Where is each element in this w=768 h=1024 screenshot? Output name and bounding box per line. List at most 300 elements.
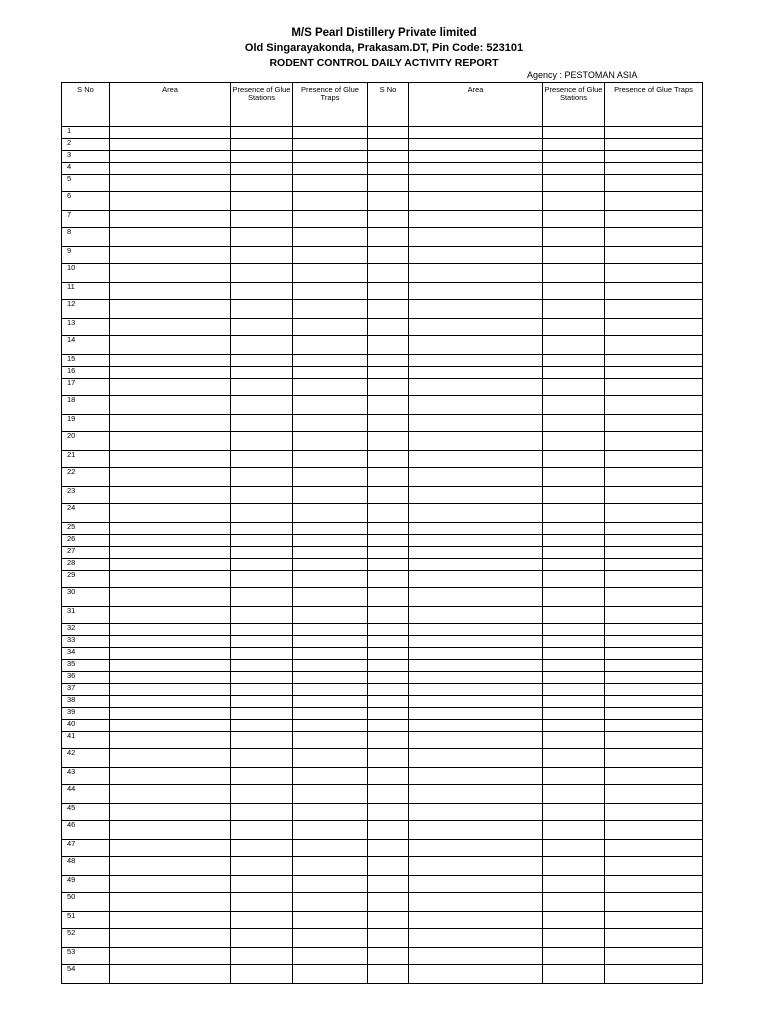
table-cell[interactable] [293,415,368,432]
table-cell[interactable] [293,504,368,523]
table-cell[interactable] [409,379,543,396]
table-cell[interactable] [368,672,409,684]
table-cell[interactable] [368,451,409,468]
table-cell[interactable] [368,684,409,696]
table-cell[interactable] [293,379,368,396]
table-cell[interactable] [409,684,543,696]
table-cell[interactable] [231,432,293,451]
table-cell[interactable] [293,127,368,139]
table-cell[interactable] [605,588,703,607]
table-cell[interactable] [110,876,231,893]
table-cell[interactable] [368,559,409,571]
table-cell[interactable] [368,504,409,523]
table-cell[interactable] [110,211,231,228]
table-cell[interactable] [110,672,231,684]
table-cell[interactable] [293,732,368,749]
table-cell[interactable] [231,228,293,247]
table-cell[interactable] [409,432,543,451]
table-cell[interactable] [231,720,293,732]
table-cell[interactable] [293,929,368,948]
table-cell[interactable] [368,732,409,749]
table-cell[interactable] [605,636,703,648]
table-cell[interactable] [231,857,293,876]
table-cell[interactable] [543,355,605,367]
table-cell[interactable] [231,648,293,660]
table-cell[interactable] [231,336,293,355]
table-cell[interactable] [293,768,368,785]
table-cell[interactable] [605,648,703,660]
table-cell[interactable] [409,355,543,367]
table-cell[interactable] [293,192,368,211]
table-cell[interactable] [543,151,605,163]
table-cell[interactable] [231,607,293,624]
table-cell[interactable] [543,367,605,379]
table-cell[interactable] [231,684,293,696]
table-cell[interactable] [110,396,231,415]
table-cell[interactable] [231,367,293,379]
table-cell[interactable] [231,468,293,487]
table-cell[interactable] [368,468,409,487]
table-cell[interactable] [409,624,543,636]
table-cell[interactable] [543,192,605,211]
table-cell[interactable] [409,840,543,857]
table-cell[interactable] [605,247,703,264]
table-cell[interactable] [231,785,293,804]
table-cell[interactable] [231,636,293,648]
table-cell[interactable] [543,607,605,624]
table-cell[interactable] [605,948,703,965]
table-cell[interactable] [409,708,543,720]
table-cell[interactable] [110,588,231,607]
table-cell[interactable] [543,432,605,451]
table-cell[interactable] [293,547,368,559]
table-cell[interactable] [231,624,293,636]
table-cell[interactable] [110,732,231,749]
table-cell[interactable] [368,432,409,451]
table-cell[interactable] [293,432,368,451]
table-cell[interactable] [409,283,543,300]
table-cell[interactable] [409,175,543,192]
table-cell[interactable] [231,840,293,857]
table-cell[interactable] [409,893,543,912]
table-cell[interactable] [110,857,231,876]
table-cell[interactable] [293,857,368,876]
table-cell[interactable] [293,487,368,504]
table-cell[interactable] [368,139,409,151]
table-cell[interactable] [231,708,293,720]
table-cell[interactable] [368,857,409,876]
table-cell[interactable] [409,319,543,336]
table-cell[interactable] [605,151,703,163]
table-cell[interactable] [543,571,605,588]
table-cell[interactable] [231,912,293,929]
table-cell[interactable] [605,379,703,396]
table-cell[interactable] [110,840,231,857]
table-cell[interactable] [543,535,605,547]
table-cell[interactable] [293,672,368,684]
table-cell[interactable] [605,523,703,535]
table-cell[interactable] [543,684,605,696]
table-cell[interactable] [293,228,368,247]
table-cell[interactable] [231,139,293,151]
table-cell[interactable] [110,804,231,821]
table-cell[interactable] [409,804,543,821]
table-cell[interactable] [543,175,605,192]
table-cell[interactable] [110,367,231,379]
table-cell[interactable] [605,396,703,415]
table-cell[interactable] [543,876,605,893]
table-cell[interactable] [293,893,368,912]
table-cell[interactable] [231,571,293,588]
table-cell[interactable] [543,139,605,151]
table-cell[interactable] [409,396,543,415]
table-cell[interactable] [543,523,605,535]
table-cell[interactable] [231,355,293,367]
table-cell[interactable] [293,636,368,648]
table-cell[interactable] [231,396,293,415]
table-cell[interactable] [231,893,293,912]
table-cell[interactable] [605,785,703,804]
table-cell[interactable] [543,211,605,228]
table-cell[interactable] [293,523,368,535]
table-cell[interactable] [543,732,605,749]
table-cell[interactable] [368,163,409,175]
table-cell[interactable] [110,912,231,929]
table-cell[interactable] [409,504,543,523]
table-cell[interactable] [409,768,543,785]
table-cell[interactable] [368,768,409,785]
table-cell[interactable] [543,504,605,523]
table-cell[interactable] [605,857,703,876]
table-cell[interactable] [231,264,293,283]
table-cell[interactable] [293,588,368,607]
table-cell[interactable] [231,588,293,607]
table-cell[interactable] [543,547,605,559]
table-cell[interactable] [110,355,231,367]
table-cell[interactable] [605,127,703,139]
table-cell[interactable] [605,487,703,504]
table-cell[interactable] [409,523,543,535]
table-cell[interactable] [368,415,409,432]
table-cell[interactable] [543,487,605,504]
table-cell[interactable] [543,696,605,708]
table-cell[interactable] [110,336,231,355]
table-cell[interactable] [110,768,231,785]
table-cell[interactable] [231,487,293,504]
table-cell[interactable] [368,624,409,636]
table-cell[interactable] [110,929,231,948]
table-cell[interactable] [110,720,231,732]
table-cell[interactable] [543,247,605,264]
table-cell[interactable] [605,228,703,247]
table-cell[interactable] [543,660,605,672]
table-cell[interactable] [110,660,231,672]
table-cell[interactable] [543,468,605,487]
table-cell[interactable] [293,247,368,264]
table-cell[interactable] [231,283,293,300]
table-cell[interactable] [605,821,703,840]
table-cell[interactable] [543,720,605,732]
table-cell[interactable] [543,672,605,684]
table-cell[interactable] [293,300,368,319]
table-cell[interactable] [409,965,543,984]
table-cell[interactable] [543,749,605,768]
table-cell[interactable] [409,163,543,175]
table-cell[interactable] [409,247,543,264]
table-cell[interactable] [110,785,231,804]
table-cell[interactable] [605,367,703,379]
table-cell[interactable] [368,588,409,607]
table-cell[interactable] [231,211,293,228]
table-cell[interactable] [231,749,293,768]
table-cell[interactable] [409,264,543,283]
table-cell[interactable] [293,396,368,415]
table-cell[interactable] [605,264,703,283]
table-cell[interactable] [409,876,543,893]
table-cell[interactable] [110,559,231,571]
table-cell[interactable] [231,547,293,559]
table-cell[interactable] [110,175,231,192]
table-cell[interactable] [543,588,605,607]
table-cell[interactable] [605,893,703,912]
table-cell[interactable] [293,559,368,571]
table-cell[interactable] [293,648,368,660]
table-cell[interactable] [231,535,293,547]
table-cell[interactable] [110,300,231,319]
table-cell[interactable] [293,912,368,929]
table-cell[interactable] [293,749,368,768]
table-cell[interactable] [231,821,293,840]
table-cell[interactable] [293,624,368,636]
table-cell[interactable] [605,965,703,984]
table-cell[interactable] [110,504,231,523]
table-cell[interactable] [231,192,293,211]
table-cell[interactable] [409,732,543,749]
table-cell[interactable] [231,660,293,672]
table-cell[interactable] [543,821,605,840]
table-cell[interactable] [368,821,409,840]
table-cell[interactable] [368,523,409,535]
table-cell[interactable] [409,588,543,607]
table-cell[interactable] [293,660,368,672]
table-cell[interactable] [110,228,231,247]
table-cell[interactable] [231,151,293,163]
table-cell[interactable] [543,768,605,785]
table-cell[interactable] [605,571,703,588]
table-cell[interactable] [231,379,293,396]
table-cell[interactable] [409,415,543,432]
table-cell[interactable] [110,192,231,211]
table-cell[interactable] [293,264,368,283]
table-cell[interactable] [110,893,231,912]
table-cell[interactable] [409,139,543,151]
table-cell[interactable] [605,804,703,821]
table-cell[interactable] [368,547,409,559]
table-cell[interactable] [293,367,368,379]
table-cell[interactable] [543,336,605,355]
table-cell[interactable] [368,571,409,588]
table-cell[interactable] [368,696,409,708]
table-cell[interactable] [409,367,543,379]
table-cell[interactable] [231,163,293,175]
table-cell[interactable] [605,876,703,893]
table-cell[interactable] [293,948,368,965]
table-cell[interactable] [231,523,293,535]
table-cell[interactable] [368,749,409,768]
table-cell[interactable] [231,929,293,948]
table-cell[interactable] [368,175,409,192]
table-cell[interactable] [293,355,368,367]
table-cell[interactable] [543,948,605,965]
table-cell[interactable] [368,893,409,912]
table-cell[interactable] [605,624,703,636]
table-cell[interactable] [605,535,703,547]
table-cell[interactable] [231,732,293,749]
table-cell[interactable] [605,547,703,559]
table-cell[interactable] [368,247,409,264]
table-cell[interactable] [110,684,231,696]
table-cell[interactable] [605,929,703,948]
table-cell[interactable] [605,607,703,624]
table-cell[interactable] [293,283,368,300]
table-cell[interactable] [231,319,293,336]
table-cell[interactable] [605,432,703,451]
table-cell[interactable] [409,857,543,876]
table-cell[interactable] [605,139,703,151]
table-cell[interactable] [409,535,543,547]
table-cell[interactable] [605,912,703,929]
table-cell[interactable] [293,876,368,893]
table-cell[interactable] [293,211,368,228]
table-cell[interactable] [110,535,231,547]
table-cell[interactable] [110,821,231,840]
table-cell[interactable] [543,912,605,929]
table-cell[interactable] [231,672,293,684]
table-cell[interactable] [543,163,605,175]
table-cell[interactable] [543,319,605,336]
table-cell[interactable] [409,749,543,768]
table-cell[interactable] [543,127,605,139]
table-cell[interactable] [110,607,231,624]
table-cell[interactable] [368,487,409,504]
table-cell[interactable] [231,247,293,264]
table-cell[interactable] [543,708,605,720]
table-cell[interactable] [293,785,368,804]
table-cell[interactable] [368,876,409,893]
table-cell[interactable] [368,379,409,396]
table-cell[interactable] [409,127,543,139]
table-cell[interactable] [293,607,368,624]
table-cell[interactable] [543,648,605,660]
table-cell[interactable] [293,319,368,336]
table-cell[interactable] [293,468,368,487]
table-cell[interactable] [409,785,543,804]
table-cell[interactable] [605,672,703,684]
table-cell[interactable] [110,247,231,264]
table-cell[interactable] [605,660,703,672]
table-cell[interactable] [293,720,368,732]
table-cell[interactable] [605,451,703,468]
table-cell[interactable] [293,840,368,857]
table-cell[interactable] [368,192,409,211]
table-cell[interactable] [605,283,703,300]
table-cell[interactable] [110,139,231,151]
table-cell[interactable] [409,211,543,228]
table-cell[interactable] [368,660,409,672]
table-cell[interactable] [605,749,703,768]
table-cell[interactable] [605,415,703,432]
table-cell[interactable] [409,672,543,684]
table-cell[interactable] [368,228,409,247]
table-cell[interactable] [543,264,605,283]
table-cell[interactable] [110,151,231,163]
table-cell[interactable] [368,648,409,660]
table-cell[interactable] [293,804,368,821]
table-cell[interactable] [231,175,293,192]
table-cell[interactable] [110,415,231,432]
table-cell[interactable] [293,336,368,355]
table-cell[interactable] [543,624,605,636]
table-cell[interactable] [409,336,543,355]
table-cell[interactable] [293,696,368,708]
table-cell[interactable] [368,948,409,965]
table-cell[interactable] [110,749,231,768]
table-cell[interactable] [368,785,409,804]
table-cell[interactable] [293,139,368,151]
table-cell[interactable] [231,451,293,468]
table-cell[interactable] [293,175,368,192]
table-cell[interactable] [110,487,231,504]
table-cell[interactable] [293,163,368,175]
table-cell[interactable] [543,228,605,247]
table-cell[interactable] [110,708,231,720]
table-cell[interactable] [110,319,231,336]
table-cell[interactable] [368,535,409,547]
table-cell[interactable] [605,319,703,336]
table-cell[interactable] [231,696,293,708]
table-cell[interactable] [368,708,409,720]
table-cell[interactable] [605,840,703,857]
table-cell[interactable] [110,965,231,984]
table-cell[interactable] [293,151,368,163]
table-cell[interactable] [605,355,703,367]
table-cell[interactable] [368,607,409,624]
table-cell[interactable] [409,451,543,468]
table-cell[interactable] [605,720,703,732]
table-cell[interactable] [605,504,703,523]
table-cell[interactable] [605,732,703,749]
table-cell[interactable] [409,648,543,660]
table-cell[interactable] [409,487,543,504]
table-cell[interactable] [409,571,543,588]
table-cell[interactable] [231,768,293,785]
table-cell[interactable] [605,163,703,175]
table-cell[interactable] [409,636,543,648]
table-cell[interactable] [110,948,231,965]
table-cell[interactable] [110,648,231,660]
table-cell[interactable] [409,821,543,840]
table-cell[interactable] [110,468,231,487]
table-cell[interactable] [409,468,543,487]
table-cell[interactable] [231,127,293,139]
table-cell[interactable] [543,929,605,948]
table-cell[interactable] [231,876,293,893]
table-cell[interactable] [543,857,605,876]
table-cell[interactable] [543,396,605,415]
table-cell[interactable] [293,571,368,588]
table-cell[interactable] [110,523,231,535]
table-cell[interactable] [543,415,605,432]
